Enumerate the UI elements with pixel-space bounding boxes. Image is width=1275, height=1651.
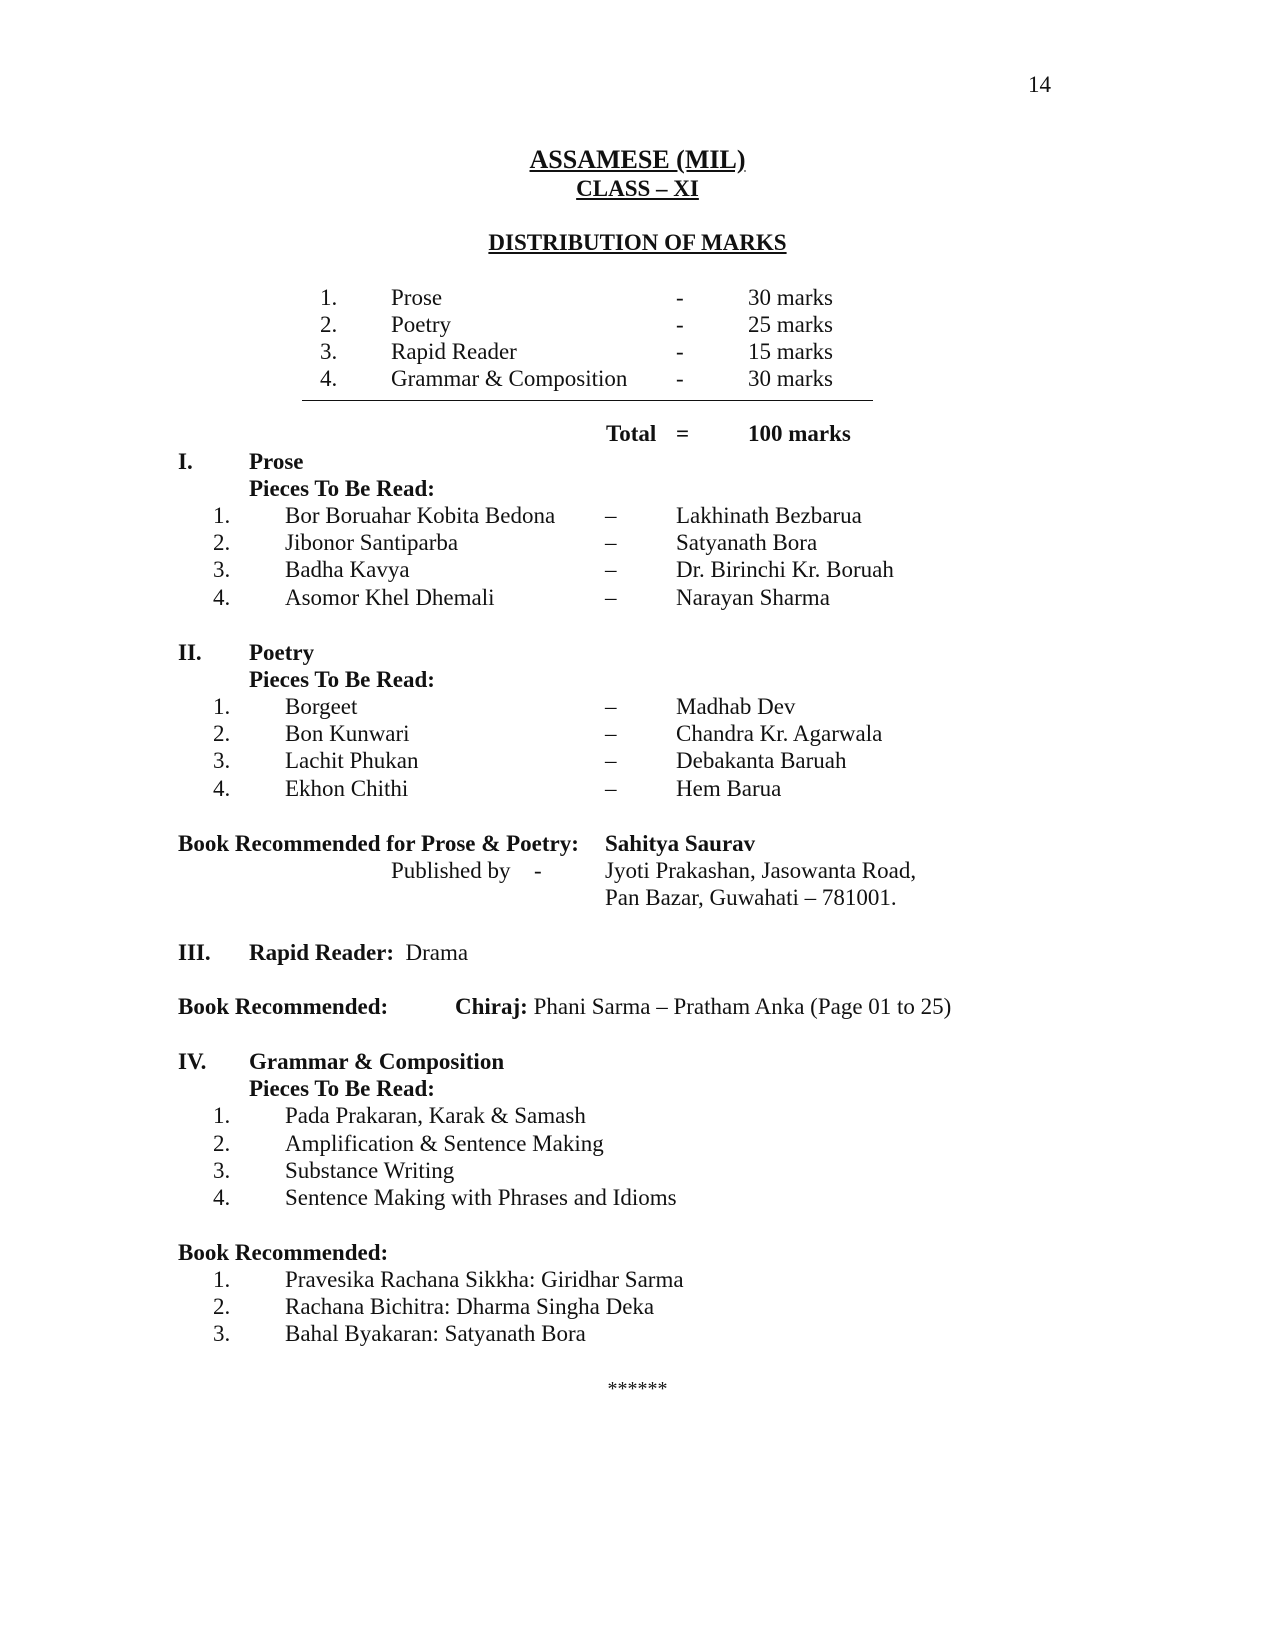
section-heading: Grammar & Composition xyxy=(249,1049,505,1074)
piece-author: Debakanta Baruah xyxy=(676,748,847,773)
piece-author: Narayan Sharma xyxy=(676,585,830,610)
piece-author: Satyanath Bora xyxy=(676,530,818,555)
total-value: 100 marks xyxy=(748,421,851,446)
section-subheading: Pieces To Be Read: xyxy=(249,1076,435,1101)
distribution-name: Grammar & Composition xyxy=(391,366,628,391)
distribution-sep: - xyxy=(676,339,684,364)
list-num: 1. xyxy=(213,503,231,528)
list-num: 3. xyxy=(213,1158,231,1183)
piece-title: Bon Kunwari xyxy=(285,721,410,746)
piece-author: Madhab Dev xyxy=(676,694,796,719)
list-num: 1. xyxy=(213,1103,231,1128)
piece-dash: – xyxy=(605,530,617,555)
piece-dash: – xyxy=(605,748,617,773)
section-heading: Prose xyxy=(249,449,304,474)
total-divider xyxy=(302,400,873,401)
distribution-sep: - xyxy=(676,366,684,391)
piece-author: Chandra Kr. Agarwala xyxy=(676,721,883,746)
page-title: ASSAMESE (MIL) xyxy=(529,145,746,174)
piece-author: Lakhinath Bezbarua xyxy=(676,503,862,528)
rapid-reader-line xyxy=(249,939,468,967)
distribution-sep: - xyxy=(676,285,684,310)
list-item: Pada Prakaran, Karak & Samash xyxy=(285,1103,586,1128)
list-num: 3. xyxy=(213,748,231,773)
list-num: 2. xyxy=(213,1131,231,1156)
distribution-num: 4. xyxy=(320,366,338,391)
piece-title: Badha Kavya xyxy=(285,557,410,582)
section-numeral: I. xyxy=(178,449,193,474)
list-item: Rachana Bichitra: Dharma Singha Deka xyxy=(285,1294,655,1319)
piece-title: Borgeet xyxy=(285,694,358,719)
distribution-num: 3. xyxy=(320,339,338,364)
rapid-reader-value: Drama xyxy=(405,940,469,965)
total-equals: = xyxy=(676,421,690,446)
distribution-heading: DISTRIBUTION OF MARKS xyxy=(488,230,787,255)
list-item: Substance Writing xyxy=(285,1158,455,1183)
list-num: 4. xyxy=(213,1185,231,1210)
piece-title: Lachit Phukan xyxy=(285,748,419,773)
piece-dash: – xyxy=(605,721,617,746)
book-detail: Phani Sarma – Pratham Anka (Page 01 to 25) xyxy=(533,994,952,1019)
piece-dash: – xyxy=(605,694,617,719)
distribution-sep: - xyxy=(676,312,684,337)
section-heading: Rapid Reader: xyxy=(249,940,395,965)
book-label: Book Recommended: xyxy=(178,1240,389,1265)
piece-dash: – xyxy=(605,776,617,801)
list-num: 1. xyxy=(213,694,231,719)
piece-author: Hem Barua xyxy=(676,776,782,801)
piece-dash: – xyxy=(605,503,617,528)
list-num: 2. xyxy=(213,721,231,746)
book-title: Chiraj: xyxy=(455,994,528,1019)
piece-dash: – xyxy=(605,585,617,610)
distribution-marks: 15 marks xyxy=(748,339,833,364)
publisher-line2: Pan Bazar, Guwahati – 781001. xyxy=(605,885,897,910)
list-item: Sentence Making with Phrases and Idioms xyxy=(285,1185,677,1210)
list-num: 4. xyxy=(213,585,231,610)
end-mark: ****** xyxy=(607,1378,668,1400)
distribution-marks: 30 marks xyxy=(748,285,833,310)
piece-title: Ekhon Chithi xyxy=(285,776,409,801)
section-numeral: IV. xyxy=(178,1049,207,1074)
section-numeral: III. xyxy=(178,940,211,965)
published-label: Published by xyxy=(391,858,511,883)
book-label: Book Recommended: xyxy=(178,994,389,1019)
distribution-name: Poetry xyxy=(391,312,452,337)
publisher-line1: Jyoti Prakashan, Jasowanta Road, xyxy=(605,858,917,883)
distribution-name: Prose xyxy=(391,285,443,310)
list-item: Bahal Byakaran: Satyanath Bora xyxy=(285,1321,586,1346)
distribution-num: 1. xyxy=(320,285,338,310)
distribution-num: 2. xyxy=(320,312,338,337)
book-rapid-line xyxy=(455,993,951,1021)
list-num: 2. xyxy=(213,530,231,555)
piece-title: Asomor Khel Dhemali xyxy=(285,585,495,610)
published-sep: - xyxy=(534,858,542,883)
distribution-marks: 25 marks xyxy=(748,312,833,337)
class-subtitle: CLASS – XI xyxy=(576,176,699,201)
page-number: 14 xyxy=(1028,72,1051,97)
list-num: 2. xyxy=(213,1294,231,1319)
list-num: 4. xyxy=(213,776,231,801)
list-item: Pravesika Rachana Sikkha: Giridhar Sarma xyxy=(285,1267,684,1292)
book-title: Sahitya Saurav xyxy=(605,831,756,856)
piece-author: Dr. Birinchi Kr. Boruah xyxy=(676,557,894,582)
list-num: 1. xyxy=(213,1267,231,1292)
piece-title: Bor Boruahar Kobita Bedona xyxy=(285,503,556,528)
list-num: 3. xyxy=(213,1321,231,1346)
list-num: 3. xyxy=(213,557,231,582)
list-item: Amplification & Sentence Making xyxy=(285,1131,604,1156)
total-label: Total xyxy=(606,421,657,446)
piece-dash: – xyxy=(605,557,617,582)
section-heading: Poetry xyxy=(249,640,315,665)
section-numeral: II. xyxy=(178,640,202,665)
distribution-marks: 30 marks xyxy=(748,366,833,391)
book-label: Book Recommended for Prose & Poetry: xyxy=(178,831,579,856)
distribution-name: Rapid Reader xyxy=(391,339,517,364)
section-subheading: Pieces To Be Read: xyxy=(249,667,435,692)
section-subheading: Pieces To Be Read: xyxy=(249,476,435,501)
piece-title: Jibonor Santiparba xyxy=(285,530,459,555)
